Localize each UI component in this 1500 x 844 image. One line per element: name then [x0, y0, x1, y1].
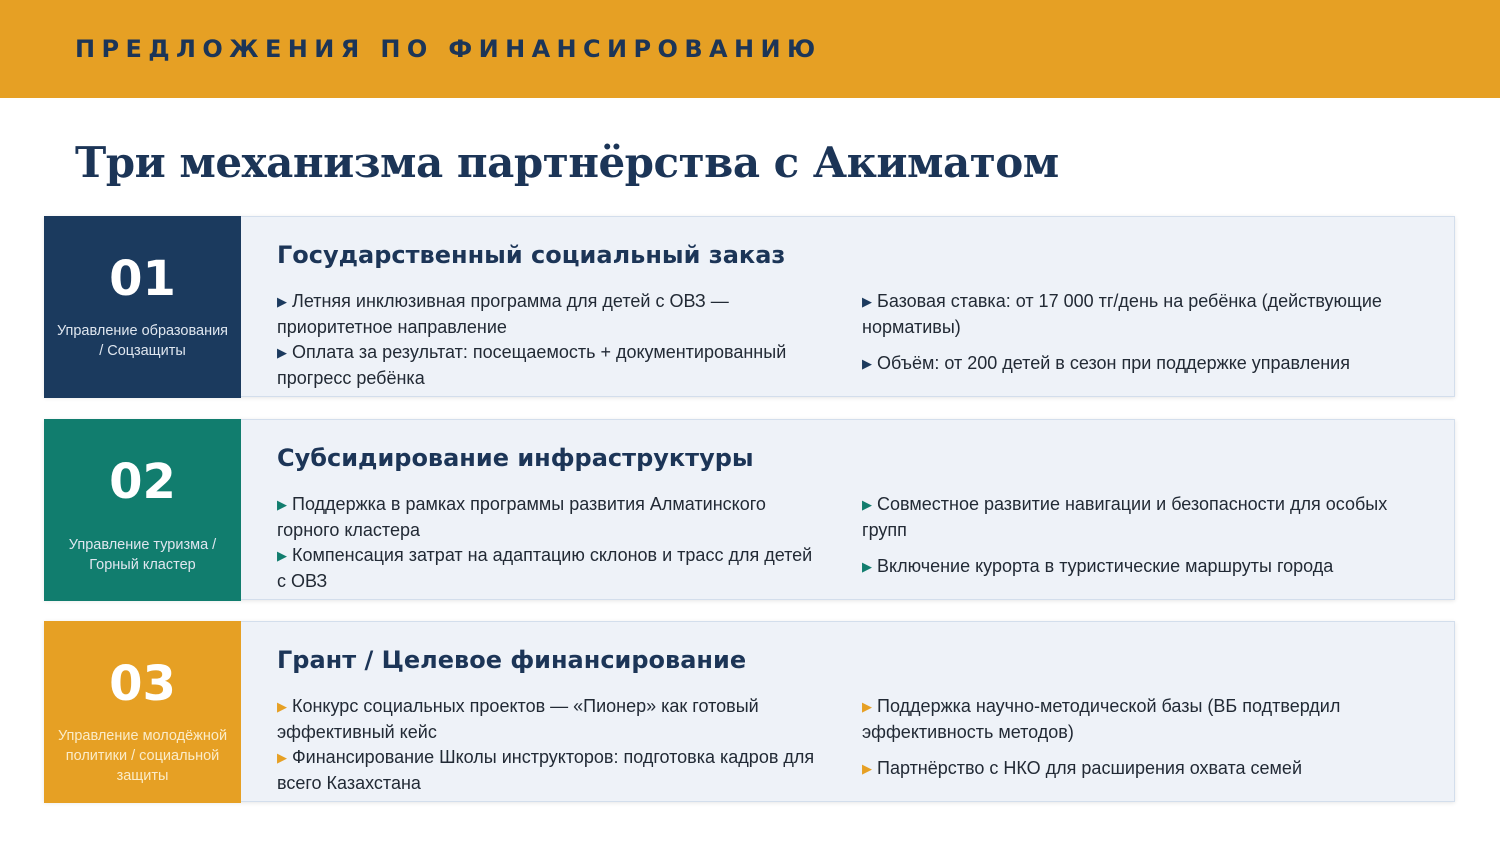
bullet-text: Поддержка научно-методической базы (ВБ подтвердил эффективность методов)	[862, 696, 1341, 742]
triangle-right-icon: ▶	[277, 548, 287, 563]
bullet-item	[277, 694, 817, 745]
card-number: 02	[109, 454, 176, 510]
card-title: Государственный социальный заказ	[277, 241, 786, 269]
left-bullet-list	[277, 289, 817, 391]
bullet-text: Включение курорта в туристические маршруты города	[877, 556, 1334, 576]
card-department: Управление молодёжной политики / социальной защиты	[57, 728, 228, 784]
left-bullet-list	[277, 492, 817, 594]
page-title: Три механизма партнёрства с Акиматом	[75, 138, 1059, 187]
bullet-text: Конкурс социальных проектов — «Пионер» как готовый эффективный кейс	[277, 696, 759, 742]
triangle-right-icon: ▶	[277, 497, 287, 512]
triangle-right-icon: ▶	[862, 761, 872, 776]
mechanism-card-2	[44, 419, 1455, 600]
bullet-item	[277, 289, 817, 340]
triangle-right-icon: ▶	[862, 559, 872, 574]
bullet-item	[862, 756, 1432, 782]
bullet-text: Летняя инклюзивная программа для детей с ОВЗ — приоритетное направление	[277, 291, 729, 337]
bullet-text: Объём: от 200 детей в сезон при поддержке управления	[877, 353, 1350, 373]
right-bullet-list	[862, 289, 1432, 377]
bullet-item	[277, 492, 817, 543]
bullet-text: Финансирование Школы инструкторов: подготовка кадров для всего Казахстана	[277, 747, 815, 793]
bullet-text: Компенсация затрат на адаптацию склонов и трасс для детей с ОВЗ	[277, 545, 813, 591]
bullet-item	[862, 289, 1432, 340]
bullet-text: Поддержка в рамках программы развития Алматинского горного кластера	[277, 494, 766, 540]
card-department: Управление образования / Соцзащиты	[56, 323, 229, 359]
triangle-right-icon: ▶	[277, 750, 287, 765]
right-bullet-list	[862, 492, 1432, 580]
bullet-item	[862, 554, 1432, 580]
triangle-right-icon: ▶	[862, 294, 872, 309]
card-number-block	[44, 216, 241, 398]
bullet-text: Оплата за результат: посещаемость + документированный прогресс ребёнка	[277, 342, 787, 388]
right-bullet-list	[862, 694, 1432, 782]
triangle-right-icon: ▶	[277, 345, 287, 360]
card-number: 01	[109, 251, 176, 307]
bullet-item	[862, 694, 1432, 745]
bullet-text: Совместное развитие навигации и безопасности для особых групп	[862, 494, 1388, 540]
bullet-item	[277, 543, 817, 594]
triangle-right-icon: ▶	[862, 356, 872, 371]
header-bar	[0, 0, 1500, 98]
section-title: ПРЕДЛОЖЕНИЯ ПО ФИНАНСИРОВАНИЮ	[75, 35, 822, 63]
card-number-block	[44, 419, 241, 601]
card-department: Управление туризма / Горный кластер	[68, 537, 217, 573]
triangle-right-icon: ▶	[277, 699, 287, 714]
card-title: Грант / Целевое финансирование	[277, 646, 747, 674]
bullet-item	[862, 351, 1432, 377]
mechanism-card-1	[44, 216, 1455, 397]
card-number-block	[44, 621, 241, 803]
triangle-right-icon: ▶	[862, 699, 872, 714]
bullet-item	[277, 340, 817, 391]
left-bullet-list	[277, 694, 817, 796]
card-number: 03	[109, 656, 176, 712]
bullet-item	[277, 745, 817, 796]
triangle-right-icon: ▶	[862, 497, 872, 512]
triangle-right-icon: ▶	[277, 294, 287, 309]
bullet-item	[862, 492, 1432, 543]
card-title: Субсидирование инфраструктуры	[277, 444, 754, 472]
bullet-text: Партнёрство с НКО для расширения охвата семей	[877, 758, 1302, 778]
bullet-text: Базовая ставка: от 17 000 тг/день на ребёнка (действующие нормативы)	[862, 291, 1382, 337]
mechanism-card-3	[44, 621, 1455, 802]
